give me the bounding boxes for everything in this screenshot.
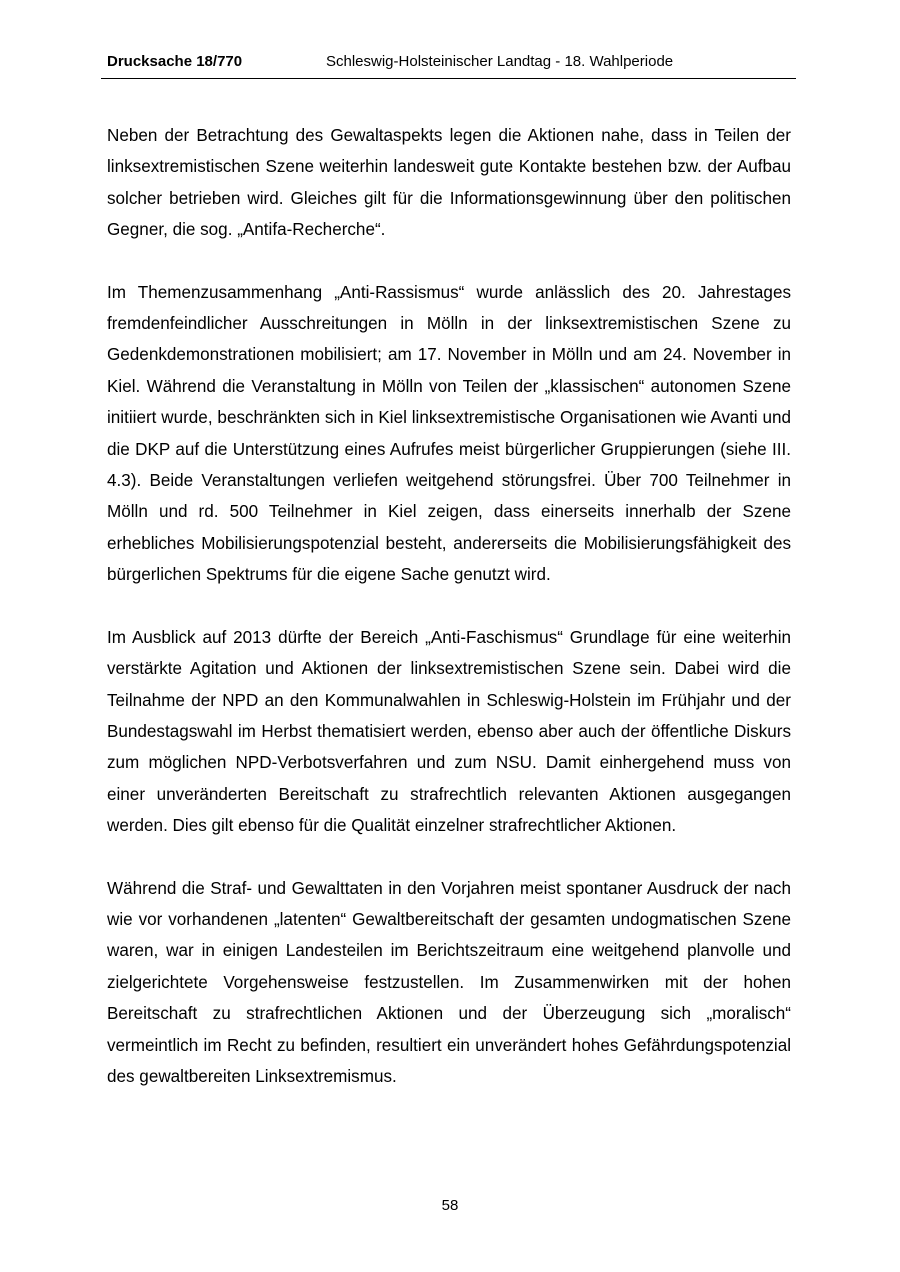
paragraph-contacts: Neben der Betrachtung des Gewaltaspekts legen die Aktionen nahe, dass in Teilen der linksextremistischen Szene weiterhin landesweit gute Kontakte bestehen bzw. der Aufbau solcher betrieben wird. Gleiches gilt für die Informationsgewinnung über den politischen Gegner, die sog. „Antifa-Recherche“. — [107, 126, 791, 240]
body-text — [107, 120, 791, 1123]
document-number: Drucksache 18/770 — [107, 53, 243, 70]
page-number: 58 — [441, 1197, 459, 1214]
paragraph-anti-racism: Im Themenzusammenhang „Anti-Rassismus“ wurde anlässlich des 20. Jahrestages fremdenfeindlicher Ausschreitungen in Mölln in der linksextremistischen Szene zu Gedenkdemonstrationen mobilisiert; am 17. November in Mölln und am 24. November in Kiel. Während die Veranstaltung in Mölln von Teilen der „klassischen“ autonomen Szene initiiert wurde, beschränkten sich in Kiel linksextremistische Organisationen wie Avanti und die DKP auf die Unterstützung eines Aufrufes meist bürgerlicher Gruppierungen (siehe III. 4.3). Beide Veranstaltungen verliefen weitgehend störungsfrei. Über 700 Teilnehmer in Mölln und rd. 500 Teilnehmer in Kiel zeigen, dass einerseits innerhalb der Szene erhebliches Mobilisierungspotenzial besteht, andererseits die Mobilisierungsfähigkeit des bürgerlichen Spektrums für die eigene Sache genutzt wird. — [107, 282, 791, 585]
page-header — [101, 50, 796, 79]
paragraph-threat-potential: Während die Straf- und Gewalttaten in den Vorjahren meist spontaner Ausdruck der nach wie vor vorhandenen „latenten“ Gewaltbereitschaft der gesamten undogmatischen Szene waren, war in einigen Landesteilen im Berichtszeitraum eine weitgehend planvolle und zielgerichtete Vorgehensweise festzustellen. Im Zusammenwirken mit der hohen Bereitschaft zu strafrechtlichen Aktionen und der Überzeugung sich „moralisch“ vermeintlich im Recht zu befinden, resultiert ein unverändert hohes Gefährdungspotenzial des gewaltbereiten Linksextremismus. — [107, 878, 791, 1086]
paragraph-outlook-2013: Im Ausblick auf 2013 dürfte der Bereich „Anti-Faschismus“ Grundlage für eine weiterhin verstärkte Agitation und Aktionen der linksextremistischen Szene sein. Dabei wird die Teilnahme der NPD an den Kommunalwahlen in Schleswig-Holstein im Frühjahr und der Bundestagswahl im Herbst thematisiert werden, ebenso aber auch der öffentliche Diskurs zum möglichen NPD-Verbotsverfahren und zum NSU. Damit einhergehend muss von einer unveränderten Bereitschaft zu strafrechtlich relevanten Aktionen ausgegangen werden. Dies gilt ebenso für die Qualität einzelner strafrechtlicher Aktionen. — [107, 627, 791, 836]
document-title: Schleswig-Holsteinischer Landtag - 18. Wahlperiode — [326, 53, 674, 70]
